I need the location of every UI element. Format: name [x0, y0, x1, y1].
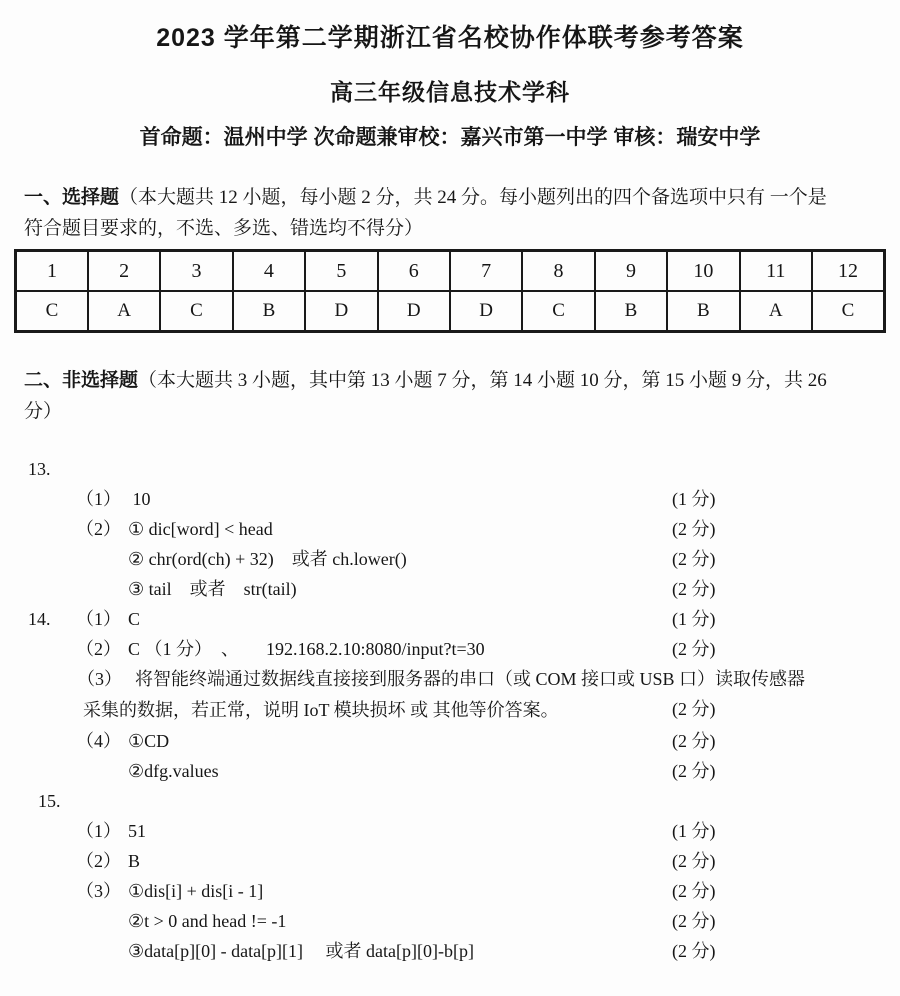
question-number: 13.	[28, 459, 51, 479]
answer-text: ②dfg.values	[128, 761, 219, 781]
answer-letter-cell: D	[378, 291, 450, 332]
score-value: (2 分)	[672, 851, 716, 871]
score-value: (2 分)	[672, 699, 716, 719]
answer-text: 将智能终端通过数据线直接接到服务器的串口（或 COM 接口或 USB 口）读取传感器	[135, 669, 806, 689]
answer-text-continued: 采集的数据，若正常，说明 IoT 模块损坏 或 其他等价答案。	[83, 700, 559, 720]
answer-row	[28, 484, 900, 514]
answer-letter-cell: B	[233, 291, 305, 332]
question-number-cell: 7	[450, 251, 522, 292]
answer-letter-cell: B	[595, 291, 667, 332]
answer-row	[28, 876, 900, 906]
answer-row	[28, 664, 900, 726]
answer-text: B	[128, 851, 141, 871]
section2-heading	[24, 365, 892, 427]
score-value: (1 分)	[672, 821, 716, 841]
answer-row	[28, 574, 900, 604]
score-value: (2 分)	[672, 549, 716, 569]
answer-text: 51	[128, 821, 146, 841]
section2-heading-bold: 二、非选择题	[24, 370, 139, 391]
question-number-cell: 10	[667, 251, 739, 292]
question-number-cell: 5	[305, 251, 377, 292]
score-value: (2 分)	[672, 941, 716, 961]
score-value: (2 分)	[672, 881, 716, 901]
question-number-cell: 12	[812, 251, 885, 292]
answer-letter-cell: C	[160, 291, 232, 332]
answer-text: 10	[128, 489, 151, 509]
answer-letter-row	[16, 291, 885, 332]
section1-heading-line2: 符合题目要求的，不选、多选、错选均不得分）	[24, 218, 424, 239]
answer-text: ①CD	[128, 731, 170, 751]
question-number-row	[16, 251, 885, 292]
exam-subtitle: 高三年级信息技术学科	[330, 79, 570, 105]
item-label: （1）	[76, 489, 121, 509]
answer-row	[28, 936, 900, 966]
item-label: （1）	[76, 821, 121, 841]
question-number-cell: 1	[16, 251, 88, 292]
score-value: (2 分)	[672, 639, 716, 659]
choice-answer-table-wrap	[14, 249, 900, 333]
answer-text: ① dic[word] < head	[128, 519, 273, 539]
exam-title: 2023 学年第二学期浙江省名校协作体联考参考答案	[156, 24, 744, 52]
answer-letter-cell: B	[667, 291, 739, 332]
committee-line: 首命题：温州中学 次命题兼审校：嘉兴市第一中学 审核：瑞安中学	[139, 126, 761, 149]
answer-row	[28, 906, 900, 936]
answer-letter-cell: C	[812, 291, 885, 332]
answer-row	[28, 816, 900, 846]
answer-text: ①dis[i] + dis[i - 1]	[128, 881, 264, 901]
question-number-cell: 9	[595, 251, 667, 292]
section2-heading-line2: 分）	[24, 401, 63, 422]
section1-heading-rest: （本大题共 12 小题，每小题 2 分，共 24 分。每小题列出的四个备选项中只有 一个是	[119, 187, 827, 208]
score-value: (1 分)	[672, 489, 716, 509]
answer-row	[28, 726, 900, 756]
item-label: （2）	[76, 851, 121, 871]
item-label: （3）	[77, 669, 122, 689]
section2-heading-line1	[24, 365, 892, 396]
answer-letter-cell: C	[522, 291, 594, 332]
question-number-cell: 3	[160, 251, 232, 292]
score-value: (2 分)	[672, 519, 716, 539]
answer-text: ② chr(ord(ch) + 32) 或者 ch.lower()	[128, 549, 407, 569]
item-label: （1）	[76, 609, 121, 629]
section1-heading-line1	[24, 182, 892, 213]
answer-row	[28, 604, 900, 634]
answer-text: C	[128, 609, 141, 629]
score-value: (1 分)	[672, 609, 716, 629]
question-number-cell: 4	[233, 251, 305, 292]
score-value: (2 分)	[672, 761, 716, 781]
answer-row	[28, 756, 900, 786]
item-label: （4）	[76, 731, 121, 751]
answer-row	[28, 786, 900, 816]
answer-letter-cell: A	[88, 291, 160, 332]
answer-text: C （1 分） 、 192.168.2.10:8080/input?t=30	[128, 639, 485, 659]
answer-text: ③ tail 或者 str(tail)	[128, 579, 297, 599]
question-number-cell: 11	[740, 251, 812, 292]
answer-row	[28, 514, 900, 544]
section1-heading-bold: 一、选择题	[24, 187, 120, 208]
question-number-cell: 2	[88, 251, 160, 292]
answer-row	[28, 634, 900, 664]
section2-heading-rest: （本大题共 3 小题，其中第 13 小题 7 分，第 14 小题 10 分，第 15 小题 9 分，共 26	[138, 370, 827, 391]
item-label: （3）	[76, 881, 121, 901]
question-number: 14.	[28, 609, 51, 629]
question-number: 15.	[38, 791, 61, 811]
answer-text: ②t > 0 and head != -1	[128, 911, 287, 931]
answer-letter-cell: C	[16, 291, 88, 332]
score-value: (2 分)	[672, 911, 716, 931]
answer-row	[28, 544, 900, 574]
free-response-answers	[0, 454, 900, 966]
item-label: （2）	[76, 639, 121, 659]
answer-row	[28, 846, 900, 876]
answer-letter-cell: A	[740, 291, 812, 332]
choice-answer-table	[14, 249, 886, 333]
item-label: （2）	[76, 519, 121, 539]
answer-row	[28, 454, 900, 484]
score-value: (2 分)	[672, 731, 716, 751]
question-number-cell: 6	[378, 251, 450, 292]
question-number-cell: 8	[522, 251, 594, 292]
answer-letter-cell: D	[305, 291, 377, 332]
section1-heading	[24, 182, 892, 244]
answer-text: ③data[p][0] - data[p][1] 或者 data[p][0]-b[p]	[128, 941, 474, 961]
score-value: (2 分)	[672, 579, 716, 599]
answer-letter-cell: D	[450, 291, 522, 332]
